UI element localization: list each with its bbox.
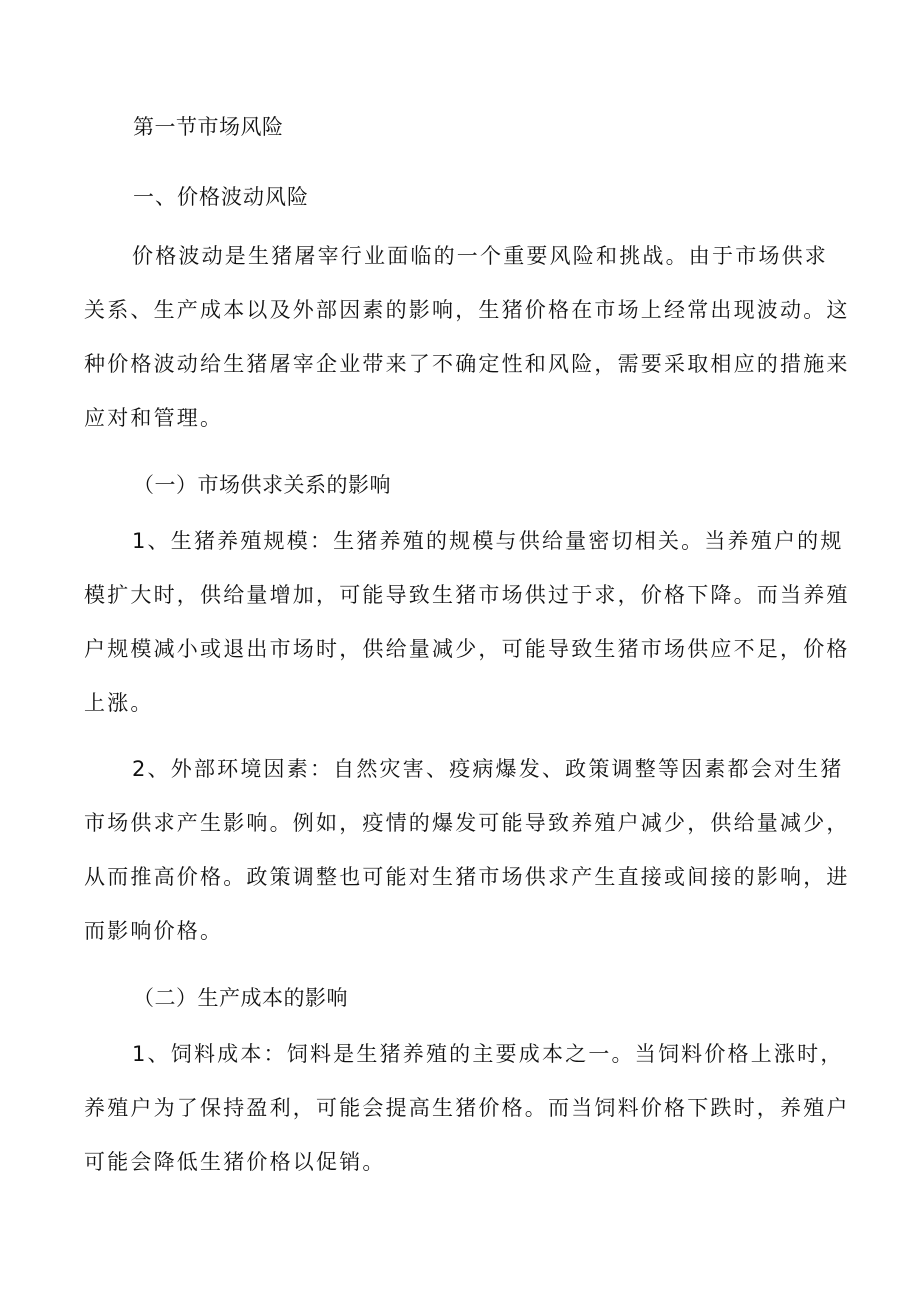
paragraph-line: 关系、生产成本以及外部因素的影响，生猪价格在市场上经常出现波动。这 (84, 298, 850, 322)
paragraph-line: 应对和管理。 (84, 406, 224, 430)
paragraph-line: 2、外部环境因素：自然灾害、疫病爆发、政策调整等因素都会对生猪 (132, 757, 844, 781)
paragraph-line: 上涨。 (84, 691, 154, 715)
heading-supply-demand: （一）市场供求关系的影响 (133, 473, 391, 497)
paragraph-line: 而影响价格。 (84, 919, 224, 943)
paragraph-line: 可能会降低生猪价格以促销。 (84, 1150, 386, 1174)
item-scale-paragraph (84, 526, 850, 742)
paragraph-line: 价格波动是生猪屠宰行业面临的一个重要风险和挑战。由于市场供求 (132, 244, 828, 268)
item-environment-paragraph (84, 754, 850, 970)
paragraph-line: 养殖户为了保持盈利，可能会提高生猪价格。而当饲料价格下跌时，养殖户 (84, 1096, 850, 1120)
intro-paragraph (84, 241, 850, 457)
heading-production-cost: （二）生产成本的影响 (133, 986, 348, 1010)
paragraph-line: 户规模减小或退出市场时，供给量减少，可能导致生猪市场供应不足，价格 (84, 637, 850, 661)
paragraph-line: 1、饲料成本：饲料是生猪养殖的主要成本之一。当饲料价格上涨时， (132, 1042, 844, 1066)
paragraph-line: 种价格波动给生猪屠宰企业带来了不确定性和风险，需要采取相应的措施来 (84, 352, 850, 376)
subsection-title: 一、价格波动风险 (133, 185, 309, 209)
section-title: 第一节市场风险 (133, 115, 284, 139)
item-feed-paragraph (84, 1039, 850, 1201)
paragraph-line: 1、生猪养殖规模：生猪养殖的规模与供给量密切相关。当养殖户的规 (132, 529, 844, 553)
paragraph-line: 模扩大时，供给量增加，可能导致生猪市场供过于求，价格下降。而当养殖 (84, 583, 850, 607)
paragraph-line: 市场供求产生影响。例如，疫情的爆发可能导致养殖户减少，供给量减少， (84, 811, 850, 835)
paragraph-line: 从而推高价格。政策调整也可能对生猪市场供求产生直接或间接的影响，进 (84, 865, 850, 889)
